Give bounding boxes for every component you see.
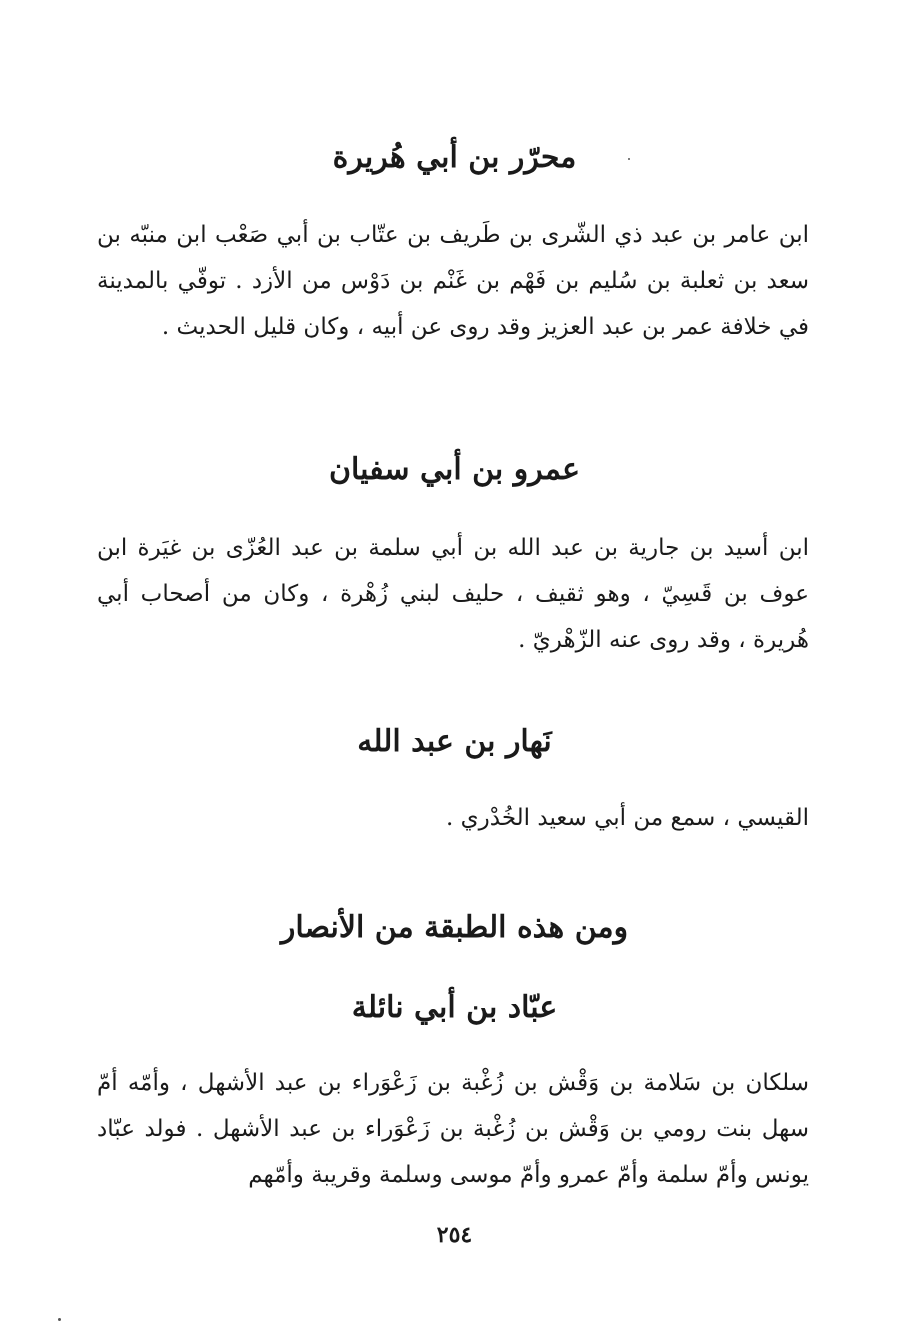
paper-speck: [58, 1318, 61, 1321]
paper-speck: [628, 158, 630, 160]
group-heading-ansar: ومن هذه الطبقة من الأنصار: [280, 910, 629, 945]
page-number: ٢٥٤: [436, 1222, 473, 1248]
section-title-muharrar: محرّر بن أبي هُريرة: [332, 140, 577, 175]
section-title-nahar: نَهار بن عبد الله: [357, 724, 552, 759]
section-title-amr: عمرو بن أبي سفيان: [328, 452, 581, 487]
section-title-abbad: عبّاد بن أبي نائلة: [351, 990, 558, 1025]
section-body-abbad: سلكان بن سَلامة بن وَقْش بن زُغْبة بن زَعْوَراء بن عبد الأشهل ، وأمّه أمّ سهل بنت رومي بن وَقْش بن زُغْبة بن زَعْوَراء بن عبد الأشهل . فولد عبّاد يونس وأمّ سلمة وأمّ عمرو وأمّ موسى وسلمة وقريبة وأمّهم: [97, 1070, 809, 1188]
section-body-amr: ابن أسيد بن جارية بن عبد الله بن أبي سلمة بن عبد العُزّى بن غيَرة ابن عوف بن قَسِيّ ، وهو ثقيف ، حليف لبني زُهْرة ، وكان من أصحاب أبي هُريرة ، وقد روى عنه الزّهْريّ .: [97, 535, 809, 653]
section-body-muharrar: ابن عامر بن عبد ذي الشّرى بن طَريف بن عتّاب بن أبي صَعْب ابن منبّه بن سعد بن ثعلبة بن سُليم بن فَهْم بن غَنْم بن دَوْس من الأزد . توفّي بالمدينة في خلافة عمر بن عبد العزيز وقد روى عن أبيه ، وكان قليل الحديث .: [97, 222, 809, 340]
section-body-nahar: القيسي ، سمع من أبي سعيد الخُدْري .: [446, 805, 809, 831]
